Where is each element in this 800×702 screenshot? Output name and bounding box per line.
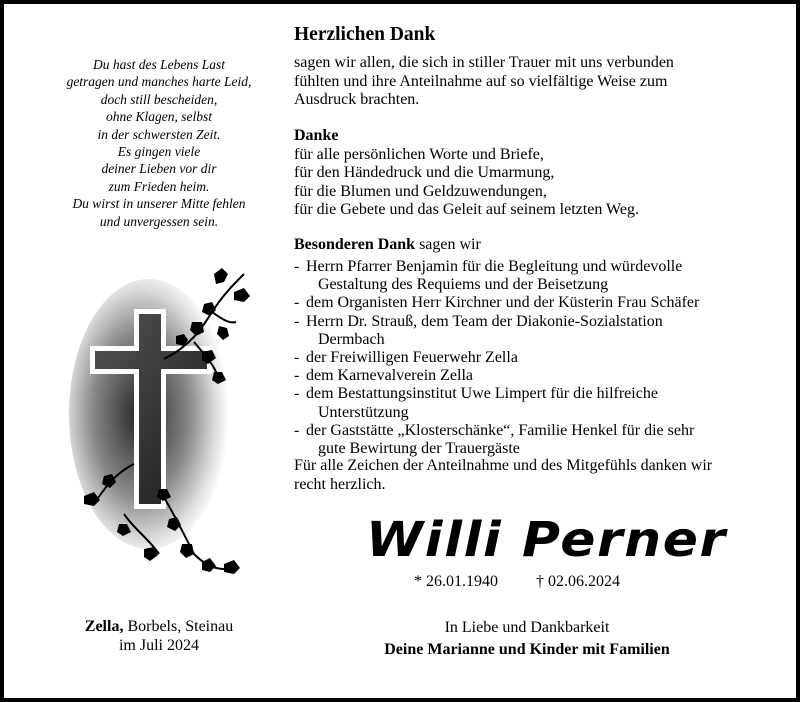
signature-intro: In Liebe und Dankbarkeit	[444, 619, 610, 636]
intro-paragraph	[294, 54, 764, 110]
list-item: - Herrn Pfarrer Benjamin für die Begleitung und würdevolle Gestaltung des Requiems und der Beisetzung	[294, 258, 774, 294]
list-item: - dem Bestattungsinstitut Uwe Limpert für die hilfreiche Unterstützung	[294, 385, 774, 421]
besonderen-title-line	[294, 236, 764, 255]
poem-line: ohne Klagen, selbst	[105, 109, 213, 125]
list-item-text: dem Organisten Herr Kirchner und der Küsterin Frau Schäfer	[306, 294, 700, 312]
intro-line: sagen wir allen, die sich in stiller Trauer mit uns verbunden	[294, 54, 674, 71]
deceased-name: Willi Perner	[366, 512, 727, 568]
signature-block	[294, 617, 760, 661]
poem-line: in der schwersten Zeit.	[97, 126, 221, 142]
poem-line: getragen und manches harte Leid,	[66, 74, 252, 90]
closing-paragraph	[294, 457, 764, 494]
list-item-text: Herrn Dr. Strauß, dem Team der Diakonie-Sozialstation	[306, 312, 663, 330]
besonderen-suffix: sagen wir	[415, 236, 481, 253]
poem-line: Du wirst in unserer Mitte fehlen	[72, 196, 246, 212]
danke-title: Danke	[294, 127, 339, 144]
place-villages: Borbels, Steinau	[123, 618, 234, 635]
danke-section	[294, 127, 764, 220]
poem-line: Es gingen viele	[117, 144, 201, 160]
list-item: - der Freiwilligen Feuerwehr Zella	[294, 349, 774, 367]
death-date: † 02.06.2024	[536, 573, 620, 590]
poem-line: deiner Lieben vor dir	[101, 161, 217, 177]
list-item-text: der Gaststätte „Klosterschänke“, Familie Henkel für die sehr	[306, 421, 695, 439]
poem-line: Du hast des Lebens Last	[92, 57, 225, 72]
list-item-continuation: Unterstützung	[318, 403, 409, 421]
danke-line: für alle persönlichen Worte und Briefe,	[294, 145, 544, 163]
list-item-text: Herrn Pfarrer Benjamin für die Begleitung und würdevolle	[306, 258, 683, 275]
danke-line: für die Gebete und das Geleit auf seinem letzten Weg.	[294, 201, 639, 218]
life-dates	[414, 573, 620, 591]
poem-line: doch still bescheiden,	[100, 91, 218, 107]
closing-line: recht herzlich.	[294, 475, 386, 493]
list-item: - Herrn Dr. Strauß, dem Team der Diakonie-Sozialstation Dermbach	[294, 313, 774, 349]
list-item: - dem Karnevalverein Zella	[294, 367, 774, 385]
place-date: im Juli 2024	[118, 637, 199, 654]
danke-line: für die Blumen und Geldzuwendungen,	[294, 182, 547, 200]
birth-date: * 26.01.1940	[414, 573, 498, 590]
list-item-text: dem Bestattungsinstitut Uwe Limpert für die hilfreiche	[306, 385, 658, 403]
signature-family: Deine Marianne und Kinder mit Familien	[384, 641, 670, 658]
obituary-card	[4, 4, 796, 698]
poem	[44, 56, 274, 230]
thanks-list	[294, 258, 774, 458]
list-item-continuation: Dermbach	[318, 330, 385, 348]
cross-with-ivy-image	[64, 264, 259, 584]
closing-line: Für alle Zeichen der Anteilnahme und des Mitgefühls danken wir	[294, 457, 713, 474]
list-item: - der Gaststätte „Klosterschänke“, Familie Henkel für die sehr gute Bewirtung der Trauergäste	[294, 422, 774, 458]
intro-line: fühlten und ihre Anteilnahme auf so vielfältige Weise zum	[294, 72, 668, 90]
place-town: Zella,	[84, 618, 124, 635]
list-item-continuation: Gestaltung des Requiems und der Beisetzung	[318, 276, 609, 294]
heading: Herzlichen Dank	[294, 24, 436, 45]
list-item-continuation: gute Bewirtung der Trauergäste	[318, 440, 520, 458]
intro-line: Ausdruck brachten.	[294, 91, 420, 108]
danke-line: für den Händedruck und die Umarmung,	[294, 164, 555, 181]
list-item-text: dem Karnevalverein Zella	[306, 367, 474, 385]
list-item-text: der Freiwilligen Feuerwehr Zella	[306, 349, 518, 367]
besonderen-title: Besonderen Dank	[294, 236, 416, 253]
place-and-date	[44, 617, 274, 655]
right-column	[294, 4, 796, 698]
poem-line: zum Frieden heim.	[108, 178, 210, 194]
left-column	[4, 4, 294, 698]
poem-line: und unvergessen sein.	[99, 213, 219, 229]
list-item: - dem Organisten Herr Kirchner und der Küsterin Frau Schäfer	[294, 294, 774, 312]
